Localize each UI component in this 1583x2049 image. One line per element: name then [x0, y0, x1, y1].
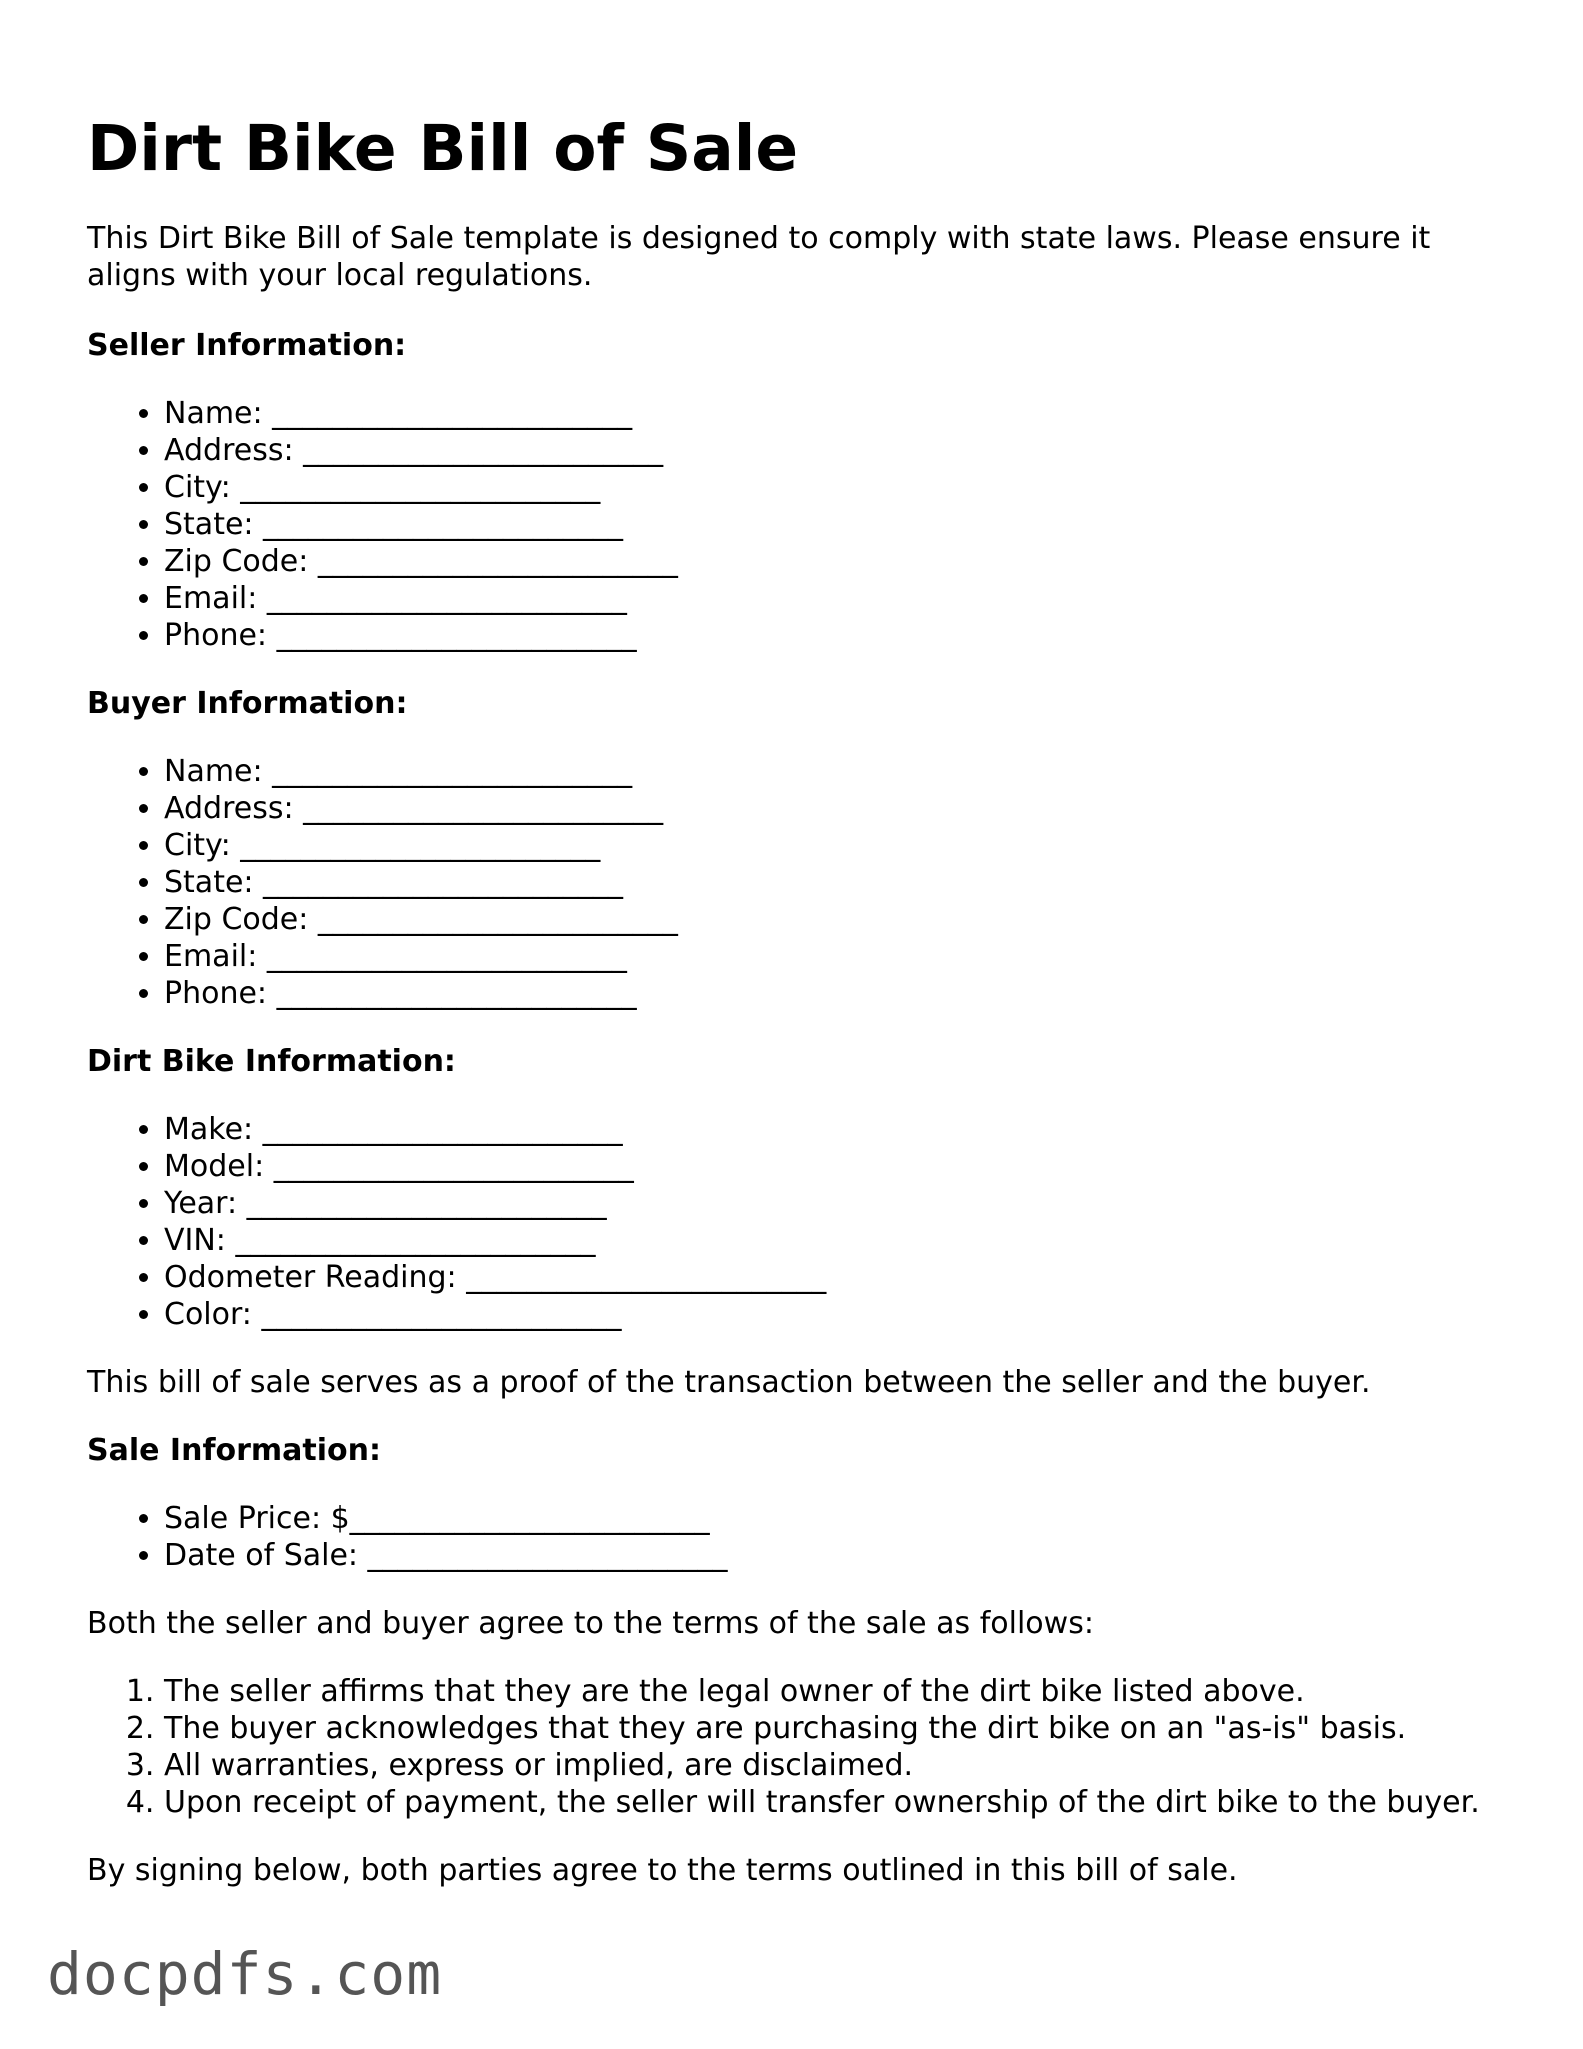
seller-city-field: • City: ________________________ [164, 469, 1507, 506]
term-item: 4. Upon receipt of payment, the seller will transfer ownership of the dirt bike to the buyer. [164, 1784, 1507, 1821]
proof-paragraph: This bill of sale serves as a proof of the transaction between the seller and the buyer. [87, 1365, 1371, 1400]
buyer-state-field: • State: ________________________ [164, 864, 1507, 901]
sale-list [87, 1500, 1507, 1574]
sale-heading: Sale Information: [87, 1433, 381, 1468]
seller-list [87, 395, 1507, 654]
seller-zip-field: • Zip Code: ________________________ [164, 543, 1507, 580]
seller-phone-field: • Phone: ________________________ [164, 617, 1507, 654]
sale-price-field: • Sale Price: $________________________ [164, 1500, 1507, 1537]
term-item: 2. The buyer acknowledges that they are purchasing the dirt bike on an "as-is" basis. [164, 1710, 1507, 1747]
watermark-text: docpdfs.com [47, 1940, 443, 2008]
intro-paragraph: This Dirt Bike Bill of Sale template is designed to comply with state laws. Please ensure it aligns with your local regulations. [87, 221, 1431, 293]
bike-make-field: • Make: ________________________ [164, 1111, 1507, 1148]
buyer-phone-field: • Phone: ________________________ [164, 975, 1507, 1012]
term-item: 3. All warranties, express or implied, are disclaimed. [164, 1747, 1507, 1784]
buyer-city-field: • City: ________________________ [164, 827, 1507, 864]
seller-heading: Seller Information: [87, 328, 407, 363]
buyer-zip-field: • Zip Code: ________________________ [164, 901, 1507, 938]
seller-state-field: • State: ________________________ [164, 506, 1507, 543]
bike-heading: Dirt Bike Information: [87, 1044, 456, 1079]
terms-intro-paragraph: Both the seller and buyer agree to the terms of the sale as follows: [87, 1606, 1094, 1641]
buyer-heading: Buyer Information: [87, 686, 408, 721]
buyer-name-field: • Name: ________________________ [164, 753, 1507, 790]
seller-email-field: • Email: ________________________ [164, 580, 1507, 617]
bike-vin-field: • VIN: ________________________ [164, 1222, 1507, 1259]
bike-odometer-field: • Odometer Reading: ________________________ [164, 1259, 1507, 1296]
seller-address-field: • Address: ________________________ [164, 432, 1507, 469]
bike-model-field: • Model: ________________________ [164, 1148, 1507, 1185]
sale-date-field: • Date of Sale: ________________________ [164, 1537, 1507, 1574]
terms-list [87, 1673, 1507, 1821]
buyer-address-field: • Address: ________________________ [164, 790, 1507, 827]
buyer-email-field: • Email: ________________________ [164, 938, 1507, 975]
seller-name-field: • Name: ________________________ [164, 395, 1507, 432]
signing-paragraph: By signing below, both parties agree to the terms outlined in this bill of sale. [87, 1853, 1238, 1888]
term-item: 1. The seller affirms that they are the legal owner of the dirt bike listed above. [164, 1673, 1507, 1710]
document-page [87, 106, 1507, 1920]
bike-color-field: • Color: ________________________ [164, 1296, 1507, 1333]
buyer-list [87, 753, 1507, 1012]
bike-list [87, 1111, 1507, 1333]
page-title: Dirt Bike Bill of Sale [87, 112, 799, 185]
bike-year-field: • Year: ________________________ [164, 1185, 1507, 1222]
